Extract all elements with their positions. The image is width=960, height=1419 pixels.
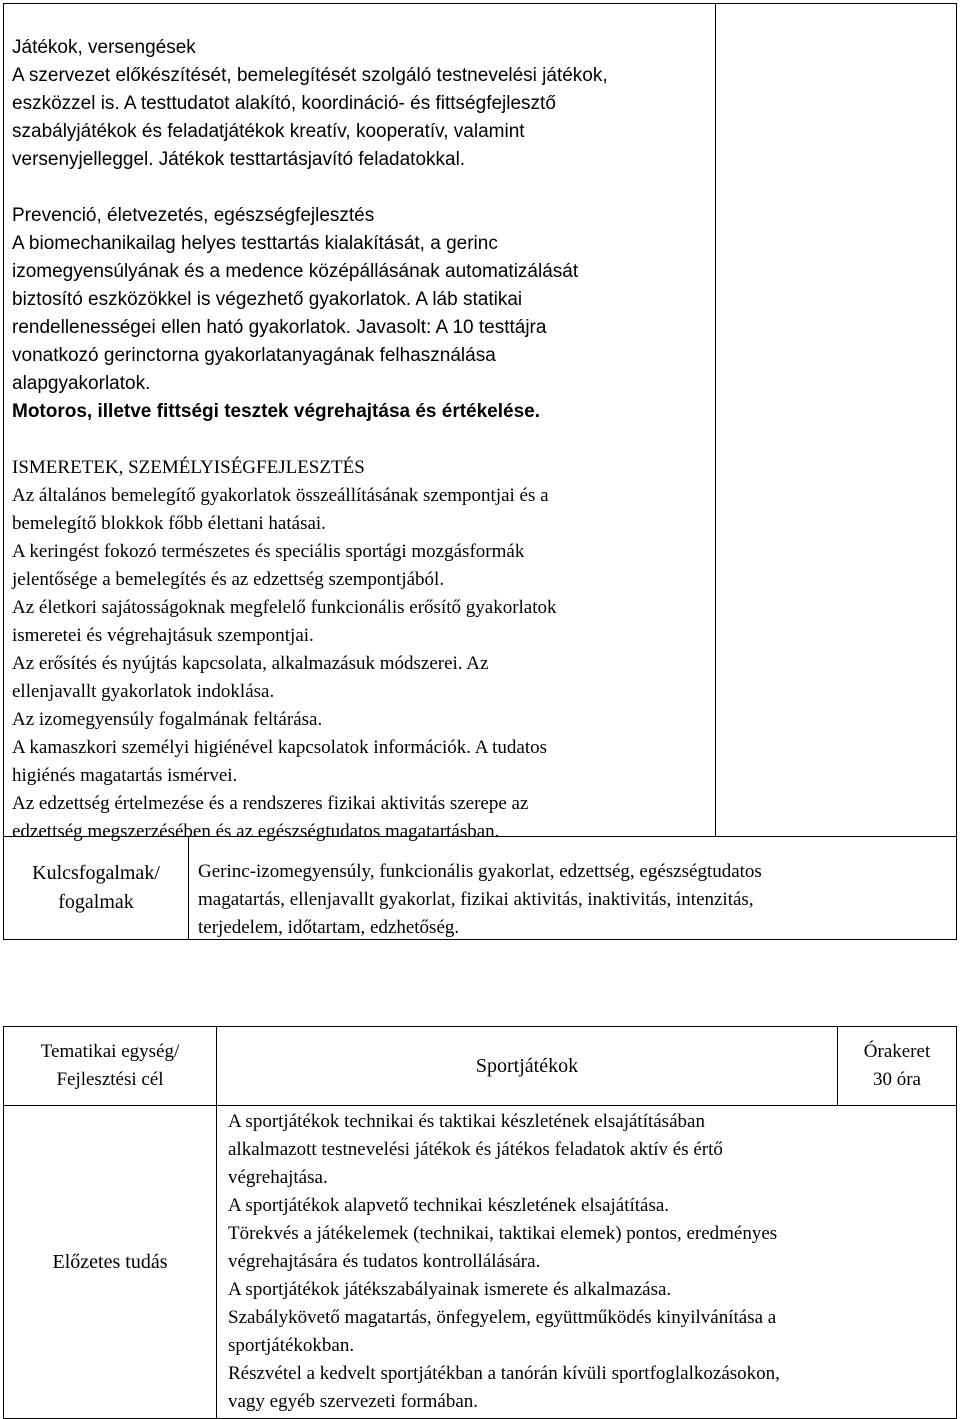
text-line: versenyjelleggel. Játékok testtartásjavító feladatokkal.: [12, 149, 466, 170]
text-line: A sportjátékok alapvető technikai készletének elsajátítása.: [228, 1195, 670, 1216]
text-line: alapgyakorlatok.: [12, 373, 151, 394]
text-line: A kamaszkori személyi higiénével kapcsolatok információk. A tudatos: [12, 737, 548, 758]
section-heading-knowledge: ISMERETEK, SZEMÉLYISÉGFEJLESZTÉS: [12, 457, 365, 478]
text-line: Szabálykövető magatartás, önfegyelem, együttműködés kinyilvánítása a: [228, 1307, 777, 1328]
hours-label: Órakeret: [863, 1041, 931, 1062]
text-line: alkalmazott testnevelési játékok és játékos feladatok aktív és értő: [228, 1139, 723, 1160]
games-section: [12, 34, 608, 174]
text-line: jelentősége a bemelegítés és az edzettség szempontjából.: [12, 569, 445, 590]
text-line: A keringést fokozó természetes és speciális sportági mozgásformák: [12, 541, 525, 562]
text-line: vonatkozó gerinctorna gyakorlatanyagának felhasználása: [12, 345, 496, 366]
keyconcepts-label-cell: [3, 836, 189, 940]
text-line: rendellenességei ellen ható gyakorlatok. Javasolt: A 10 testtájra: [12, 317, 547, 338]
text-line: magatartás, ellenjavallt gyakorlat, fizikai aktivitás, inaktivitás, intenzitás,: [198, 889, 754, 910]
keyconcepts-text: [198, 858, 762, 942]
text-line: biztosító eszközökkel is végezhető gyakorlatok. A láb statikai: [12, 289, 523, 310]
text-line: Az erősítés és nyújtás kapcsolata, alkalmazásuk módszerei. Az: [12, 653, 489, 674]
text-line: edzettség megszerzésében és az egészségtudatos magatartásban.: [12, 821, 500, 842]
section-heading-prevention: Prevenció, életvezetés, egészségfejlesztés: [12, 205, 375, 226]
text-line: szabályjátékok és feladatjátékok kreatív, kooperatív, valamint: [12, 121, 525, 142]
text-line: A sportjátékok technikai és taktikai készletének elsajátításában: [228, 1111, 705, 1132]
text-line: ismeretei és végrehajtásuk szempontjai.: [12, 625, 314, 646]
unit-title-cell: [216, 1026, 838, 1106]
text-line: sportjátékokban.: [228, 1335, 355, 1356]
unit-title: Sportjátékok: [475, 1054, 579, 1077]
text-line: Az izomegyensúly fogalmának feltárása.: [12, 709, 323, 730]
bold-text-line: Motoros, illetve fittségi tesztek végrehajtása és értékelése.: [12, 401, 541, 422]
text-line: izomegyensúlyának és a medence középállásának automatizálását: [12, 261, 579, 282]
text-line: vagy egyéb szervezeti formában.: [228, 1391, 479, 1412]
text-line: Gerinc-izomegyensúly, funkcionális gyakorlat, edzettség, egészségtudatos: [198, 861, 762, 882]
unit-label: [41, 1038, 179, 1094]
hours-cell: [837, 1026, 957, 1106]
label-line: Tematikai egység/: [40, 1041, 180, 1062]
prevention-section: [12, 202, 578, 426]
content-cell: [3, 3, 716, 842]
text-line: Az edzettség értelmezése és a rendszeres fizikai aktivitás szerepe az: [12, 793, 529, 814]
text-line: bemelegítő blokkok főbb élettani hatásai.: [12, 513, 326, 534]
text-line: terjedelem, időtartam, edzhetőség.: [198, 917, 460, 938]
text-line: higiénés magatartás ismérvei.: [12, 765, 238, 786]
hours-value: 30 óra: [872, 1069, 921, 1090]
text-line: ellenjavallt gyakorlatok indoklása.: [12, 681, 275, 702]
text-line: A biomechanikailag helyes testtartás kialakítását, a gerinc: [12, 233, 498, 254]
prereq-text: [228, 1108, 780, 1416]
label-line: Kulcsfogalmak/: [32, 862, 160, 884]
text-line: A sportjátékok játékszabályainak ismerete és alkalmazása.: [228, 1279, 672, 1300]
keyconcepts-label: [32, 859, 160, 917]
text-line: Az életkori sajátosságoknak megfelelő funkcionális erősítő gyakorlatok: [12, 597, 557, 618]
empty-notes-cell: [715, 3, 957, 837]
prereq-label: Előzetes tudás: [52, 1250, 168, 1273]
label-line: Fejlesztési cél: [56, 1069, 164, 1090]
text-line: Törekvés a játékelemek (technikai, taktikai elemek) pontos, eredményes: [228, 1223, 778, 1244]
text-line: A szervezet előkészítését, bemelegítését szolgáló testnevelési játékok,: [12, 65, 608, 86]
unit-label-cell: [3, 1026, 217, 1106]
text-line: Az általános bemelegítő gyakorlatok összeállításának szempontjai és a: [12, 485, 549, 506]
label-line: fogalmak: [58, 891, 134, 913]
section-heading-games: Játékok, versengések: [12, 37, 196, 58]
prereq-content-cell: [216, 1105, 957, 1419]
text-line: Részvétel a kedvelt sportjátékban a tanórán kívüli sportfoglalkozásokon,: [228, 1363, 780, 1384]
keyconcepts-content-cell: [188, 836, 957, 940]
text-line: végrehajtására és tudatos kontrollálására.: [228, 1251, 541, 1272]
knowledge-section: [12, 454, 557, 846]
text-line: eszközzel is. A testtudatot alakító, koordináció- és fittségfejlesztő: [12, 93, 556, 114]
text-line: végrehajtása.: [228, 1167, 328, 1188]
prereq-label-cell: [3, 1105, 217, 1419]
